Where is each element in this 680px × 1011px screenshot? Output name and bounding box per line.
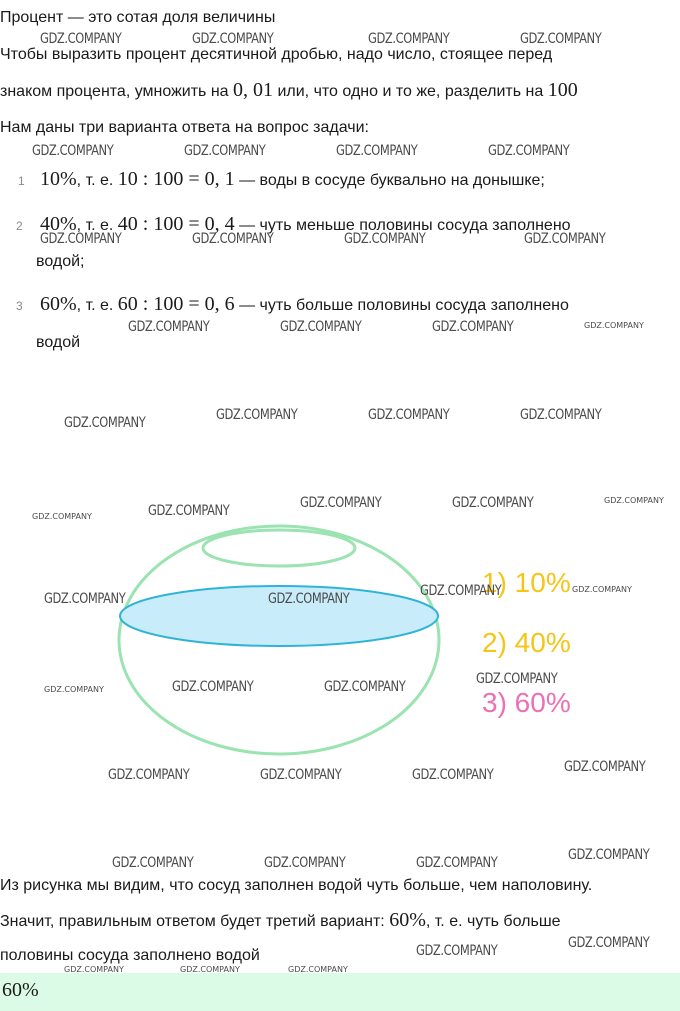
conclusion-line-3: половины сосуда заполнено водой [0,947,260,964]
watermark: GDZ.COMPANY [520,31,602,47]
option-3-continuation: водой [36,334,81,351]
rule-math-divisor: 100 [547,79,578,101]
option-number: 2 [16,219,23,233]
option-2-continuation: водой; [36,253,85,270]
legend-item-2: 2) 40% [482,627,571,658]
watermark: GDZ.COMPANY [32,143,114,159]
vessel-opening [203,530,355,566]
watermark: GDZ.COMPANY [584,321,644,330]
watermark: GDZ.COMPANY [432,319,514,335]
watermark: GDZ.COMPANY [368,31,450,47]
watermark: GDZ.COMPANY [108,767,190,783]
watermark: GDZ.COMPANY [268,591,350,607]
watermark: GDZ.COMPANY [300,495,382,511]
conclusion-text: Значит, правильным ответом будет третий вариант: [0,913,390,930]
option-percent: 60% [40,293,77,315]
watermark: GDZ.COMPANY [192,231,274,247]
option-percent: 40% [40,213,77,235]
watermark: GDZ.COMPANY [184,143,266,159]
watermark: GDZ.COMPANY [416,855,498,871]
rule-line-1: Чтобы выразить процент десятичной дробью, надо число, стоящее перед [0,46,553,63]
watermark: GDZ.COMPANY [264,855,346,871]
watermark: GDZ.COMPANY [416,943,498,959]
conclusion-math: 60% [389,909,426,931]
rule-text-middle: или, что одно и то же, разделить на [273,83,548,100]
watermark: GDZ.COMPANY [572,585,632,594]
option-text: , т. е. [76,297,118,314]
option-number: 1 [18,174,25,188]
watermark: GDZ.COMPANY [288,965,348,974]
watermark: GDZ.COMPANY [520,407,602,423]
heading: Процент — это сотая доля величины [0,9,276,26]
watermark: GDZ.COMPANY [40,31,122,47]
watermark: GDZ.COMPANY [64,415,146,431]
watermark: GDZ.COMPANY [524,231,606,247]
watermark: GDZ.COMPANY [568,847,650,863]
option-description: — чуть больше половины сосуда заполнено [234,297,569,314]
option-text: , т. е. [76,217,118,234]
conclusion-text-suffix: , т. е. чуть больше [425,913,561,930]
option-description: — чуть меньше половины сосуда заполнено [234,217,571,234]
watermark: GDZ.COMPANY [32,512,92,521]
option-text: , т. е. [76,172,118,189]
watermark: GDZ.COMPANY [336,143,418,159]
watermark: GDZ.COMPANY [412,767,494,783]
watermark: GDZ.COMPANY [344,231,426,247]
watermark: GDZ.COMPANY [452,495,534,511]
watermark: GDZ.COMPANY [148,503,230,519]
watermark: GDZ.COMPANY [604,496,664,505]
conclusion-line-1: Из рисунка мы видим, что сосуд заполнен водой чуть больше, чем наполовину. [0,877,593,894]
watermark: GDZ.COMPANY [112,855,194,871]
watermark: GDZ.COMPANY [476,671,558,687]
legend-item-3: 3) 60% [482,687,571,718]
option-equation: 10 : 100 = 0, 1 [117,168,235,190]
watermark: GDZ.COMPANY [44,685,104,694]
watermark: GDZ.COMPANY [368,407,450,423]
watermark: GDZ.COMPANY [324,679,406,695]
legend-item-1: 1) 10% [482,567,571,598]
answer-box [0,973,680,1011]
watermark: GDZ.COMPANY [172,679,254,695]
watermark: GDZ.COMPANY [568,935,650,951]
watermark: GDZ.COMPANY [128,319,210,335]
watermark: GDZ.COMPANY [180,965,240,974]
conclusion-line-2 [0,910,561,932]
rule-math-multiplier: 0, 01 [233,79,274,101]
option-number: 3 [16,299,23,313]
option-equation: 60 : 100 = 0, 6 [117,293,235,315]
watermark: GDZ.COMPANY [488,143,570,159]
intro-text: Нам даны три варианта ответа на вопрос задачи: [0,119,369,136]
watermark: GDZ.COMPANY [216,407,298,423]
watermark: GDZ.COMPANY [260,767,342,783]
option-equation: 40 : 100 = 0, 4 [117,213,235,235]
answer-value: 60% [2,979,39,1001]
rule-text: знаком процента, умножить на [0,83,234,100]
watermark: GDZ.COMPANY [40,231,122,247]
watermark: GDZ.COMPANY [64,965,124,974]
option-description: — воды в сосуде буквально на донышке; [234,172,545,189]
watermark: GDZ.COMPANY [564,759,646,775]
watermark: GDZ.COMPANY [280,319,362,335]
watermark: GDZ.COMPANY [420,583,502,599]
watermark: GDZ.COMPANY [44,591,126,607]
watermark: GDZ.COMPANY [192,31,274,47]
option-percent: 10% [40,168,77,190]
